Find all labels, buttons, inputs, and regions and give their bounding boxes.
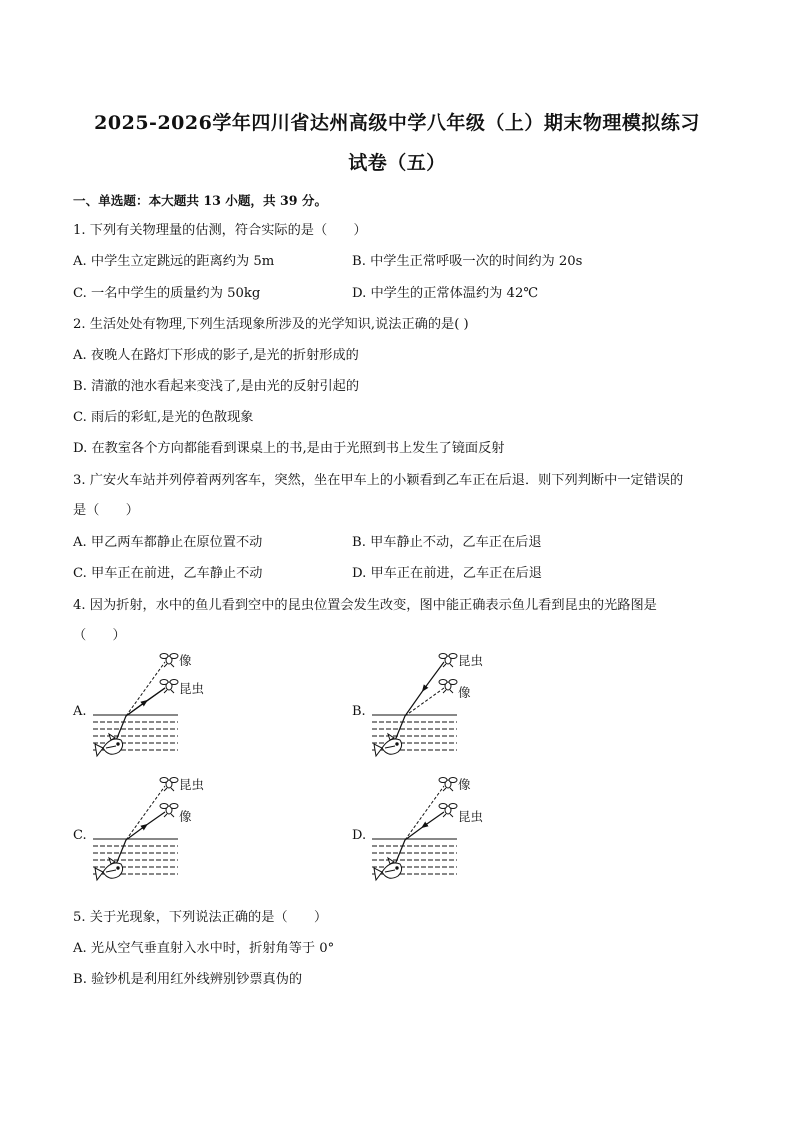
q1-option-a: A. 中学生立定跳远的距离约为 5m [73,254,275,269]
figure-b-top-label: 昆虫 [458,653,484,668]
figure-b [352,648,512,773]
exam-title-line-1: 2025-2026学年四川省达州高级中学八年级（上）期末物理模拟练习 [94,112,700,134]
q2-option-a: A. 夜晚人在路灯下形成的影子,是光的折射形成的 [73,348,359,363]
figure-d [352,772,512,897]
q3-option-c: C. 甲车正在前进，乙车静止不动 [73,566,263,581]
figure-a-top-label: 像 [179,653,192,668]
figure-d-diagram [352,772,512,897]
q3-option-d: D. 甲车正在前进，乙车正在后退 [352,566,542,581]
q5-option-b: B. 验钞机是利用红外线辨别钞票真伪的 [73,972,303,987]
figure-d-letter: D. [352,828,367,843]
q4-stem-line-2: （ ） [73,628,126,643]
figure-c-top-label: 昆虫 [179,777,205,792]
q2-option-d: D. 在教室各个方向都能看到课桌上的书,是由于光照到书上发生了镜面反射 [73,441,505,456]
q3-stem-line-2: 是（ ） [73,503,139,518]
q3-option-a: A. 甲乙两车都静止在原位置不动 [73,535,263,550]
q1-option-b: B. 中学生正常呼吸一次的时间约为 20s [352,254,583,269]
insect-image-icon [439,680,457,694]
figure-a-diagram [73,648,233,773]
figure-c-bottom-label: 像 [179,809,192,824]
q1-stem: 1. 下列有关物理量的估测，符合实际的是（ ） [73,223,367,238]
figure-d-bottom-label: 昆虫 [458,809,484,824]
q3-stem-line-1: 3. 广安火车站并列停着两列客车，突然，坐在甲车上的小颖看到乙车正在后退．则下列判断中一定错误的 [73,473,684,488]
figure-b-diagram [352,648,512,773]
q2-option-c: C. 雨后的彩虹,是光的色散现象 [73,410,254,425]
figure-c [73,772,233,897]
fish-icon [95,734,123,756]
q2-stem: 2. 生活处处有物理,下列生活现象所涉及的光学知识,说法正确的是( ) [73,317,469,332]
figure-d-top-label: 像 [458,777,471,792]
exam-title-line-2: 试卷（五） [348,152,446,174]
insect-icon [160,680,178,694]
q3-option-b: B. 甲车静止不动，乙车正在后退 [352,535,542,550]
figure-a-letter: A. [73,704,87,719]
q1-option-c: C. 一名中学生的质量约为 50kg [73,286,261,301]
fish-icon [374,858,402,880]
fish-icon [374,734,402,756]
fish-icon [95,858,123,880]
figure-c-letter: C. [73,828,87,843]
figure-c-diagram [73,772,233,897]
insect-image-icon [160,804,178,818]
q1-option-d: D. 中学生的正常体温约为 42℃ [352,286,539,301]
figure-b-letter: B. [352,704,366,719]
q2-option-b: B. 清澈的池水看起来变浅了,是由光的反射引起的 [73,379,360,394]
insect-icon [439,804,457,818]
section-heading: 一、单选题：本大题共 13 小题，共 39 分。 [73,193,328,208]
q4-stem-line-1: 4. 因为折射，水中的鱼儿看到空中的昆虫位置会发生改变，图中能正确表示鱼儿看到昆虫的光路图是 [73,598,657,613]
q5-stem: 5. 关于光现象，下列说法正确的是（ ） [73,910,328,925]
figure-a-bottom-label: 昆虫 [179,681,205,696]
q5-option-a: A. 光从空气垂直射入水中时，折射角等于 0° [73,941,335,956]
figure-b-bottom-label: 像 [458,685,471,700]
figure-a [73,648,233,773]
